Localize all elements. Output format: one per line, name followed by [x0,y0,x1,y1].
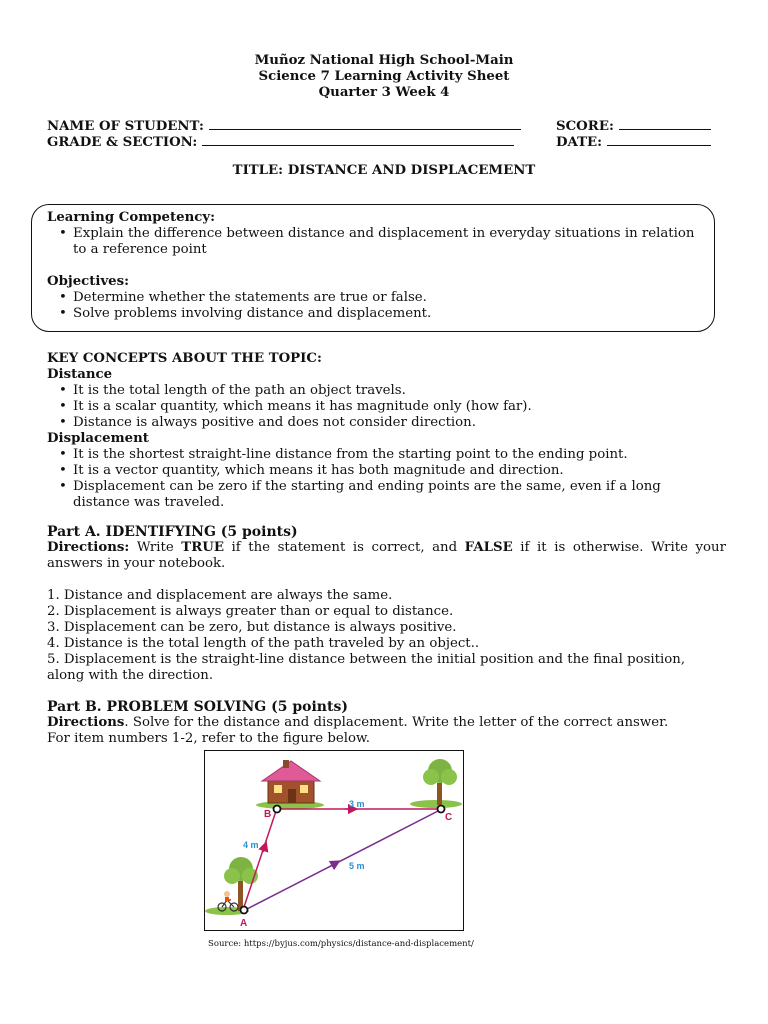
displacement-heading: Displacement [47,431,149,446]
objectives-heading: Objectives: [47,274,130,289]
part-a-item: 4. Distance is the total length of the path traveled by an object.. [47,636,480,651]
measure-ab: 4 m [243,840,259,850]
distance-heading: Distance [47,367,113,382]
competency-heading: Learning Competency: [47,210,216,225]
displacement-item: • Displacement can be zero if the starting and ending points are the same, even if a long distance was traveled. [47,479,703,511]
score-blank[interactable] [619,116,711,130]
distance-list [47,383,727,431]
part-b-section [47,699,726,747]
part-b-heading: Part B. PROBLEM SOLVING (5 points) [47,699,348,715]
score-label: SCORE: [556,119,614,134]
directions-text: if the statement is correct, and [223,540,465,555]
activity-title: TITLE: DISTANCE AND DISPLACEMENT [232,163,536,178]
house-icon [262,760,320,803]
arrow-ac [329,863,336,867]
key-concepts-section [47,351,727,511]
point-c [438,806,445,813]
directions-text: Write [129,540,182,555]
school-name: Muñoz National High School-Main [254,53,514,68]
part-a-directions [47,540,726,572]
false-word: FALSE [464,540,513,555]
sheet-subject: Science 7 Learning Activity Sheet [258,69,510,84]
part-b-directions [47,715,726,731]
name-blank[interactable] [209,116,521,130]
displacement-item: • It is the shortest straight-line distance from the starting point to the ending point. [47,447,727,463]
sheet-quarter: Quarter 3 Week 4 [318,85,450,100]
name-label: NAME OF STUDENT: [47,119,204,134]
true-word: TRUE [181,540,224,555]
part-a-section [47,524,726,684]
competency-box [31,204,715,332]
competency-item: • Explain the difference between distance and displacement in everyday situations in relation to a reference point [47,226,712,258]
objective-item: • Determine whether the statements are true or false. [47,290,712,306]
label-b: B [264,809,272,820]
directions-label: Directions [47,715,125,730]
part-a-heading: Part A. IDENTIFYING (5 points) [47,524,298,540]
measure-bc: 3 m [349,799,365,809]
displacement-list [47,447,727,511]
displacement-item: • It is a vector quantity, which means it has both magnitude and direction. [47,463,727,479]
directions-text: if it is otherwise. Write your answers in your notebook. [47,540,726,571]
date-field [556,132,711,151]
objectives-list [47,290,712,322]
grade-blank[interactable] [202,132,514,146]
label-a: A [240,918,248,929]
point-b [274,806,281,813]
objective-item: • Solve problems involving distance and displacement. [47,306,712,322]
part-a-item: 5. Displacement is the straight-line distance between the initial position and the final position, along with the direction. [47,652,686,683]
competency-list [47,226,712,258]
key-concepts-heading: KEY CONCEPTS ABOUT THE TOPIC: [47,351,322,366]
part-b-reference: For item numbers 1-2, refer to the figure below. [47,731,371,746]
grade-field [47,132,514,151]
part-a-item: 2. Displacement is always greater than or equal to distance. [47,604,454,619]
date-label: DATE: [556,135,603,150]
tree-icon [423,759,457,805]
distance-item: • Distance is always positive and does not consider direction. [47,415,727,431]
directions-label: Directions: [47,540,130,555]
distance-item: • It is the total length of the path an object travels. [47,383,727,399]
part-a-item: 3. Displacement can be zero, but distance is always positive. [47,620,457,635]
path-ac [245,810,440,910]
directions-text: . Solve for the distance and displacement. Write the letter of the correct answer. [124,715,669,730]
measure-ac: 5 m [349,861,365,871]
label-c: C [445,812,453,823]
part-a-item: 1. Distance and displacement are always the same. [47,588,393,603]
figure-source: Source: https://byjus.com/physics/distance-and-displacement/ [208,939,474,949]
date-blank[interactable] [607,132,711,146]
grade-label: GRADE & SECTION: [47,135,198,150]
point-a [241,907,248,914]
distance-item: • It is a scalar quantity, which means it has magnitude only (how far). [47,399,727,415]
distance-displacement-figure [204,750,464,931]
